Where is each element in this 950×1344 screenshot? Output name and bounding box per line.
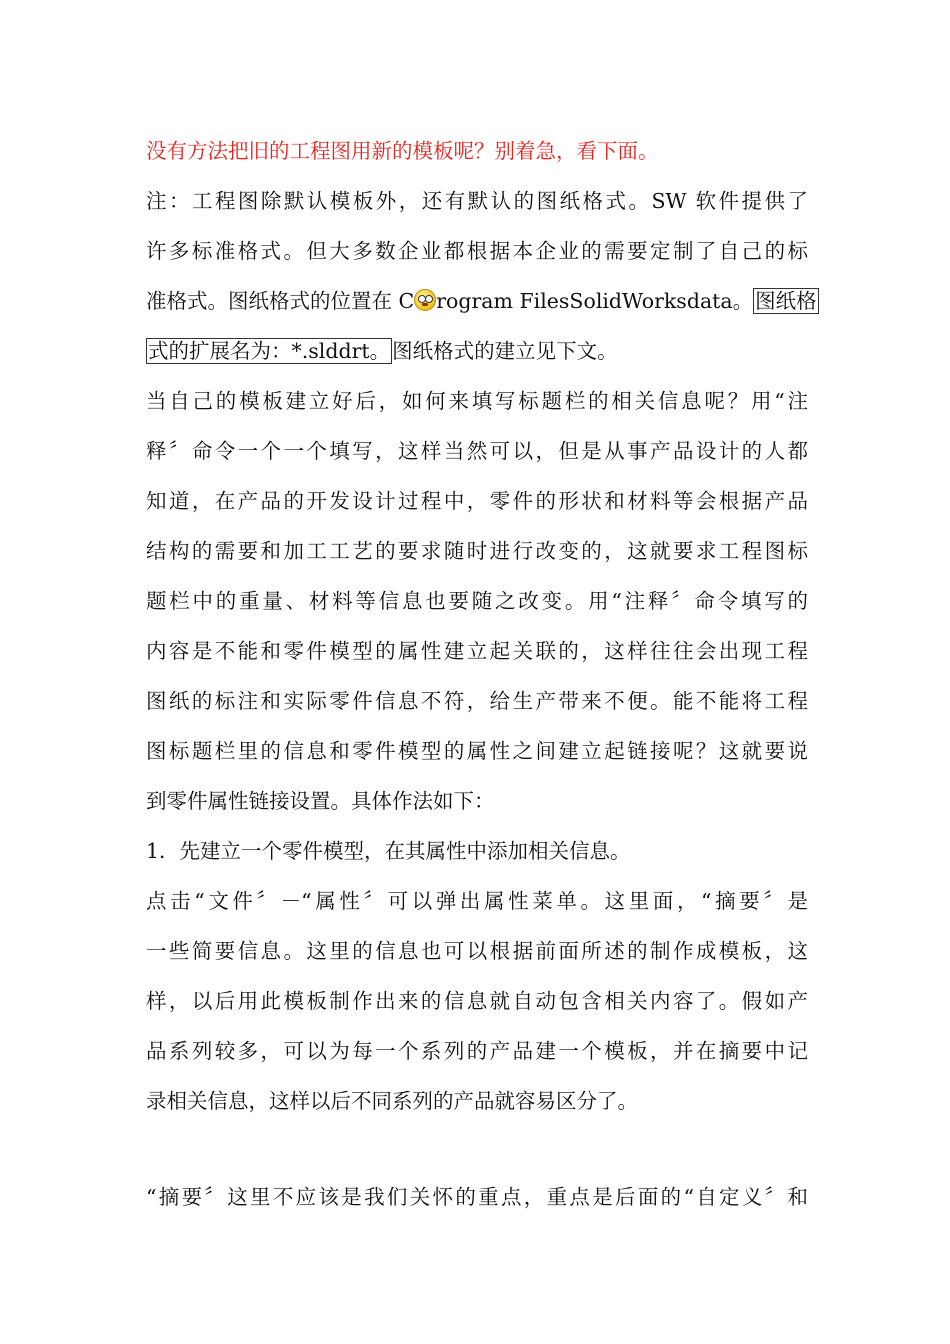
paragraph-line: 结构的需要和加工工艺的要求随时进行改变的，这就要求工程图标 <box>146 539 808 563</box>
format-path-text: rogram FilesSolidWorksdata。 <box>436 289 754 313</box>
paragraph-line: 当自己的模板建立好后，如何来填写标题栏的相关信息呢？用“注 <box>146 389 808 413</box>
paragraph-line: 到零件属性链接设置。具体作法如下： <box>146 789 495 813</box>
boxed-text-2: 式的扩展名为：*.slddrt。 <box>148 339 391 363</box>
paragraph-line: 图标题栏里的信息和零件模型的属性之间建立起链接呢？这就要说 <box>146 739 808 763</box>
format-location-text: 准格式。图纸格式的位置在 C <box>146 289 415 313</box>
paragraph-line: 知道，在产品的开发设计过程中，零件的形状和材料等会根据产品 <box>146 489 808 513</box>
paragraph-line: 释〞命令一个一个填写，这样当然可以，但是从事产品设计的人都 <box>146 439 808 463</box>
paragraph-line: 注：工程图除默认模板外，还有默认的图纸格式。SW 软件提供了 <box>146 189 808 213</box>
paragraph-line: 内容是不能和零件模型的属性建立起关联的，这样往往会出现工程 <box>146 639 808 663</box>
intro-heading: 没有方法把旧的工程图用新的模板呢？别着急，看下面。 <box>146 139 659 163</box>
paragraph-line: “摘要〞这里不应该是我们关怀的重点，重点是后面的“自定义〞和 <box>146 1185 808 1209</box>
paragraph-line-format-path <box>146 287 817 315</box>
confused-face-icon <box>414 289 436 311</box>
paragraph-line: 图纸的标注和实际零件信息不符，给生产带来不便。能不能将工程 <box>146 689 808 713</box>
boxed-text-1: 图纸格 <box>755 289 817 313</box>
paragraph-line: 样，以后用此模板制作出来的信息就自动包含相关内容了。假如产 <box>146 989 808 1013</box>
paragraph-line: 一些简要信息。这里的信息也可以根据前面所述的制作成模板，这 <box>146 939 808 963</box>
paragraph-line: 点击“文件〞－“属性〞可以弹出属性菜单。这里面，“摘要〞是 <box>146 889 808 913</box>
step-heading: 1．先建立一个零件模型，在其属性中添加相关信息。 <box>146 839 631 863</box>
paragraph-line: 许多标准格式。但大多数企业都根据本企业的需要定制了自己的标 <box>146 239 808 263</box>
paragraph-line: 品系列较多，可以为每一个系列的产品建一个模板，并在摘要中记 <box>146 1039 808 1063</box>
paragraph-line: 录相关信息，这样以后不同系列的产品就容易区分了。 <box>146 1089 638 1113</box>
paragraph-line-extension <box>146 337 808 365</box>
paragraph-line: 题栏中的重量、材料等信息也要随之改变。用“注释〞命令填写的 <box>146 589 808 613</box>
extension-rest-text: 图纸格式的建立见下文。 <box>392 339 618 363</box>
